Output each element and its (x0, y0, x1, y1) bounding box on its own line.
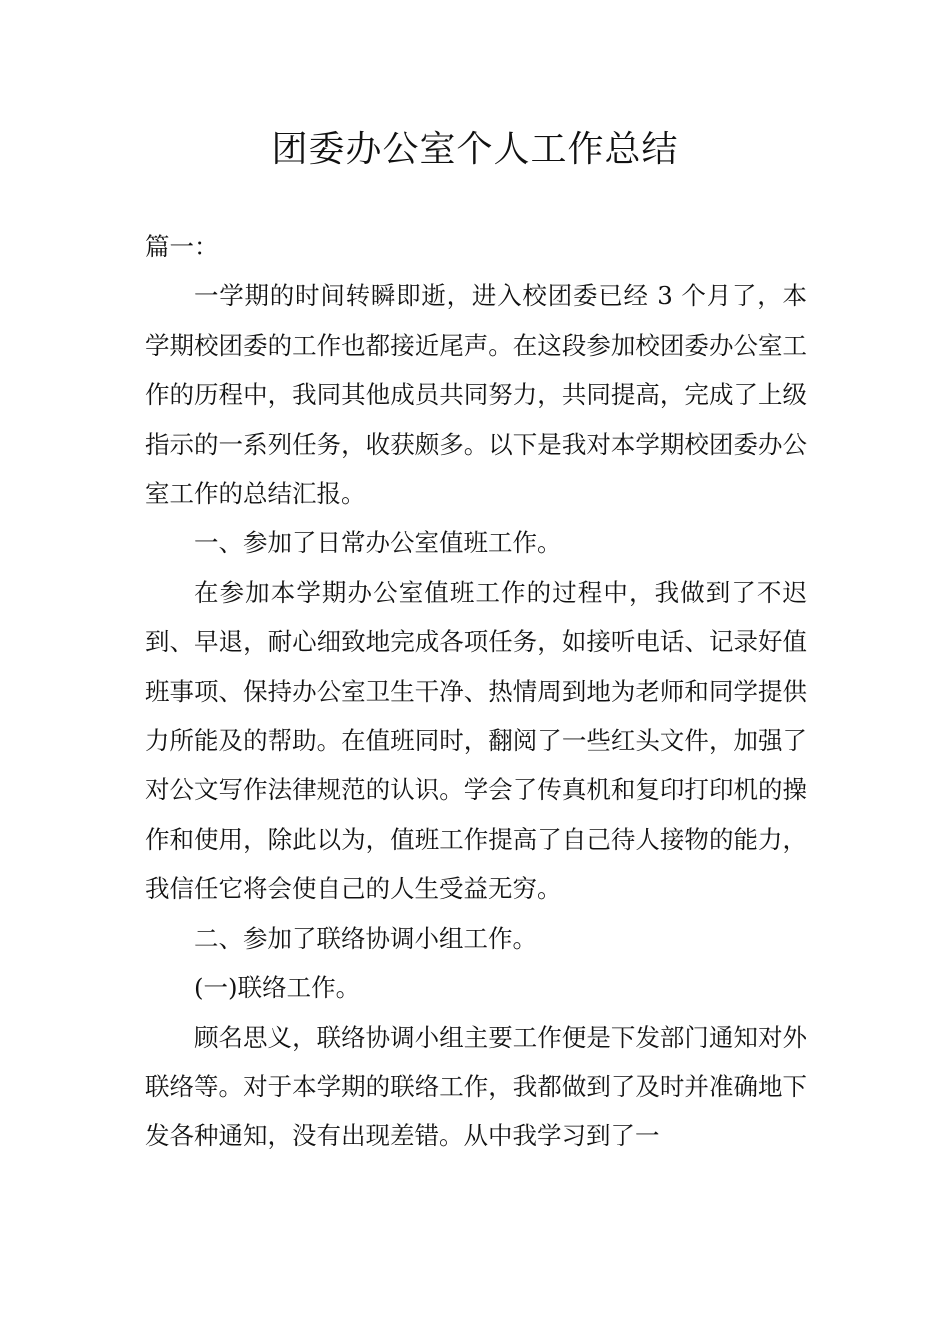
section-heading: 二、参加了联络协调小组工作。 (194, 923, 537, 953)
section-label: 篇一： (145, 232, 219, 261)
section-heading: 一、参加了日常办公室值班工作。 (194, 528, 562, 558)
subsection-heading: (一)联络工作。 (194, 973, 361, 1003)
body-paragraph: 一学期的时间转瞬即逝，进入校团委已经 3 个月了，本学期校团委的工作也都接近尾声。在这段参加校团委办公室工作的历程中，我同其他成员共同努力，共同提高，完成了上级指示的一系列任务，收获颇多。以下是我对本学期校团委办公室工作的总结汇报。 (145, 281, 807, 509)
body-paragraph: 在参加本学期办公室值班工作的过程中，我做到了不迟到、早退，耐心细致地完成各项任务，如接听电话、记录好值班事项、保持办公室卫生干净、热情周到地为老师和同学提供力所能及的帮助。在值班同时，翻阅了一些红头文件，加强了对公文写作法律规范的认识。学会了传真机和复印打印机的操作和使用，除此以为，值班工作提高了自己待人接物的能力，我信任它将会使自己的人生受益无穷。 (145, 577, 807, 904)
document-title: 团委办公室个人工作总结 (271, 129, 679, 170)
body-paragraph: 顾名思义，联络协调小组主要工作便是下发部门通知对外联络等。对于本学期的联络工作，我都做到了及时并准确地下发各种通知，没有出现差错。从中我学习到了一 (145, 1022, 807, 1151)
document-body (145, 222, 807, 1161)
